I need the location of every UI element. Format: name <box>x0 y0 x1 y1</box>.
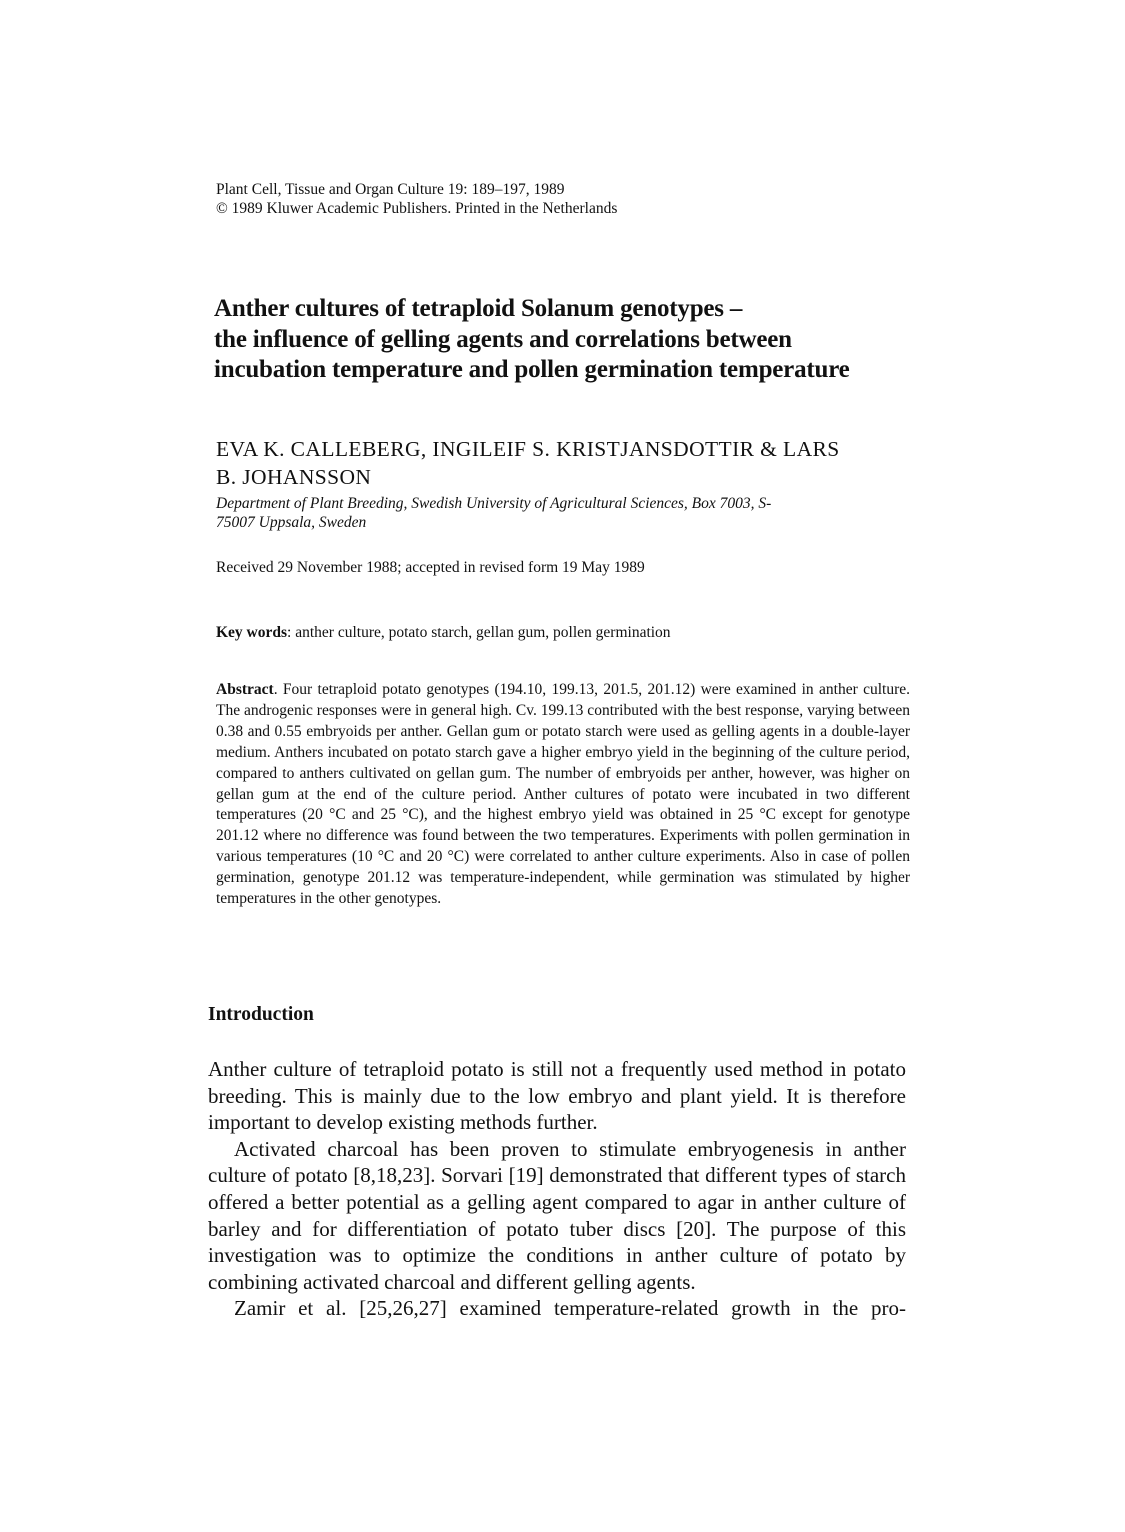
keywords-text: : anther culture, potato starch, gellan gum, pollen germination <box>287 624 671 641</box>
received-dates: Received 29 November 1988; accepted in revised form 19 May 1989 <box>216 559 645 576</box>
section-heading-introduction: Introduction <box>208 1004 314 1025</box>
intro-paragraph-1: Anther culture of tetraploid potato is still not a frequently used method in potato breeding. This is mainly due to the low embryo and plant yield. It is therefore important to develop existing methods further. <box>208 1057 906 1135</box>
affiliation-line-2: 75007 Uppsala, Sweden <box>216 514 367 531</box>
introduction-body <box>208 1056 906 1322</box>
paper-title-line-1: Anther cultures of tetraploid Solanum genotypes – <box>214 295 743 322</box>
keywords <box>216 623 671 643</box>
journal-citation: Plant Cell, Tissue and Organ Culture 19: 189–197, 1989 <box>216 181 565 198</box>
affiliation-line-1: Department of Plant Breeding, Swedish University of Agricultural Sciences, Box 7003, S- <box>216 495 772 512</box>
abstract-label: Abstract <box>216 681 274 698</box>
abstract-text: . Four tetraploid potato genotypes (194.10, 199.13, 201.5, 201.12) were examined in anther culture. The androgenic responses were in general high. Cv. 199.13 contributed with the best response, varying between 0.38 and 0.55 embryoids per anther. Gellan gum or potato starch were used as gelling agents in a double-layer medium. Anthers incubated on potato starch gave a higher embryo yield in the beginning of the culture period, compared to anthers cultivated on gellan gum. The number of embryoids per anther, however, was higher on gellan gum at the end of the culture period. Anther cultures of potato were incubated in two different temperatures (20 °C and 25 °C), and the highest embryo yield was obtained in 25 °C except for genotype 201.12 where no difference was found between the two temperatures. Experiments with pollen germination in various temperatures (10 °C and 20 °C) were correlated to anther culture experiments. Also in case of pollen germination, genotype 201.12 was temperature-independent, while germination was stimulated by higher temperatures in the other genotypes. <box>216 681 910 908</box>
paper-title-line-2: the influence of gelling agents and correlations between <box>214 326 792 353</box>
abstract <box>216 680 910 910</box>
authors-line-2: B. JOHANSSON <box>216 465 372 489</box>
journal-copyright: © 1989 Kluwer Academic Publishers. Printed in the Netherlands <box>216 200 618 217</box>
keywords-label: Key words <box>216 624 288 641</box>
authors-line-1: EVA K. CALLEBERG, INGILEIF S. KRISTJANSDOTTIR & LARS <box>216 437 840 461</box>
paper-title-line-3: incubation temperature and pollen germination temperature <box>214 356 850 383</box>
intro-paragraph-2: Activated charcoal has been proven to stimulate embryogenesis in anther culture of potato [8,18,23]. Sorvari [19] demonstrated that different types of starch offered a better potential as a gelling agent compared to agar in anther culture of barley and for differentiation of potato tuber discs [20]. The purpose of this investigation was to optimize the conditions in anther culture of potato by combining activated charcoal and different gelling agents. <box>208 1136 906 1294</box>
intro-paragraph-3: Zamir et al. [25,26,27] examined temperature-related growth in the pro- <box>234 1296 906 1321</box>
